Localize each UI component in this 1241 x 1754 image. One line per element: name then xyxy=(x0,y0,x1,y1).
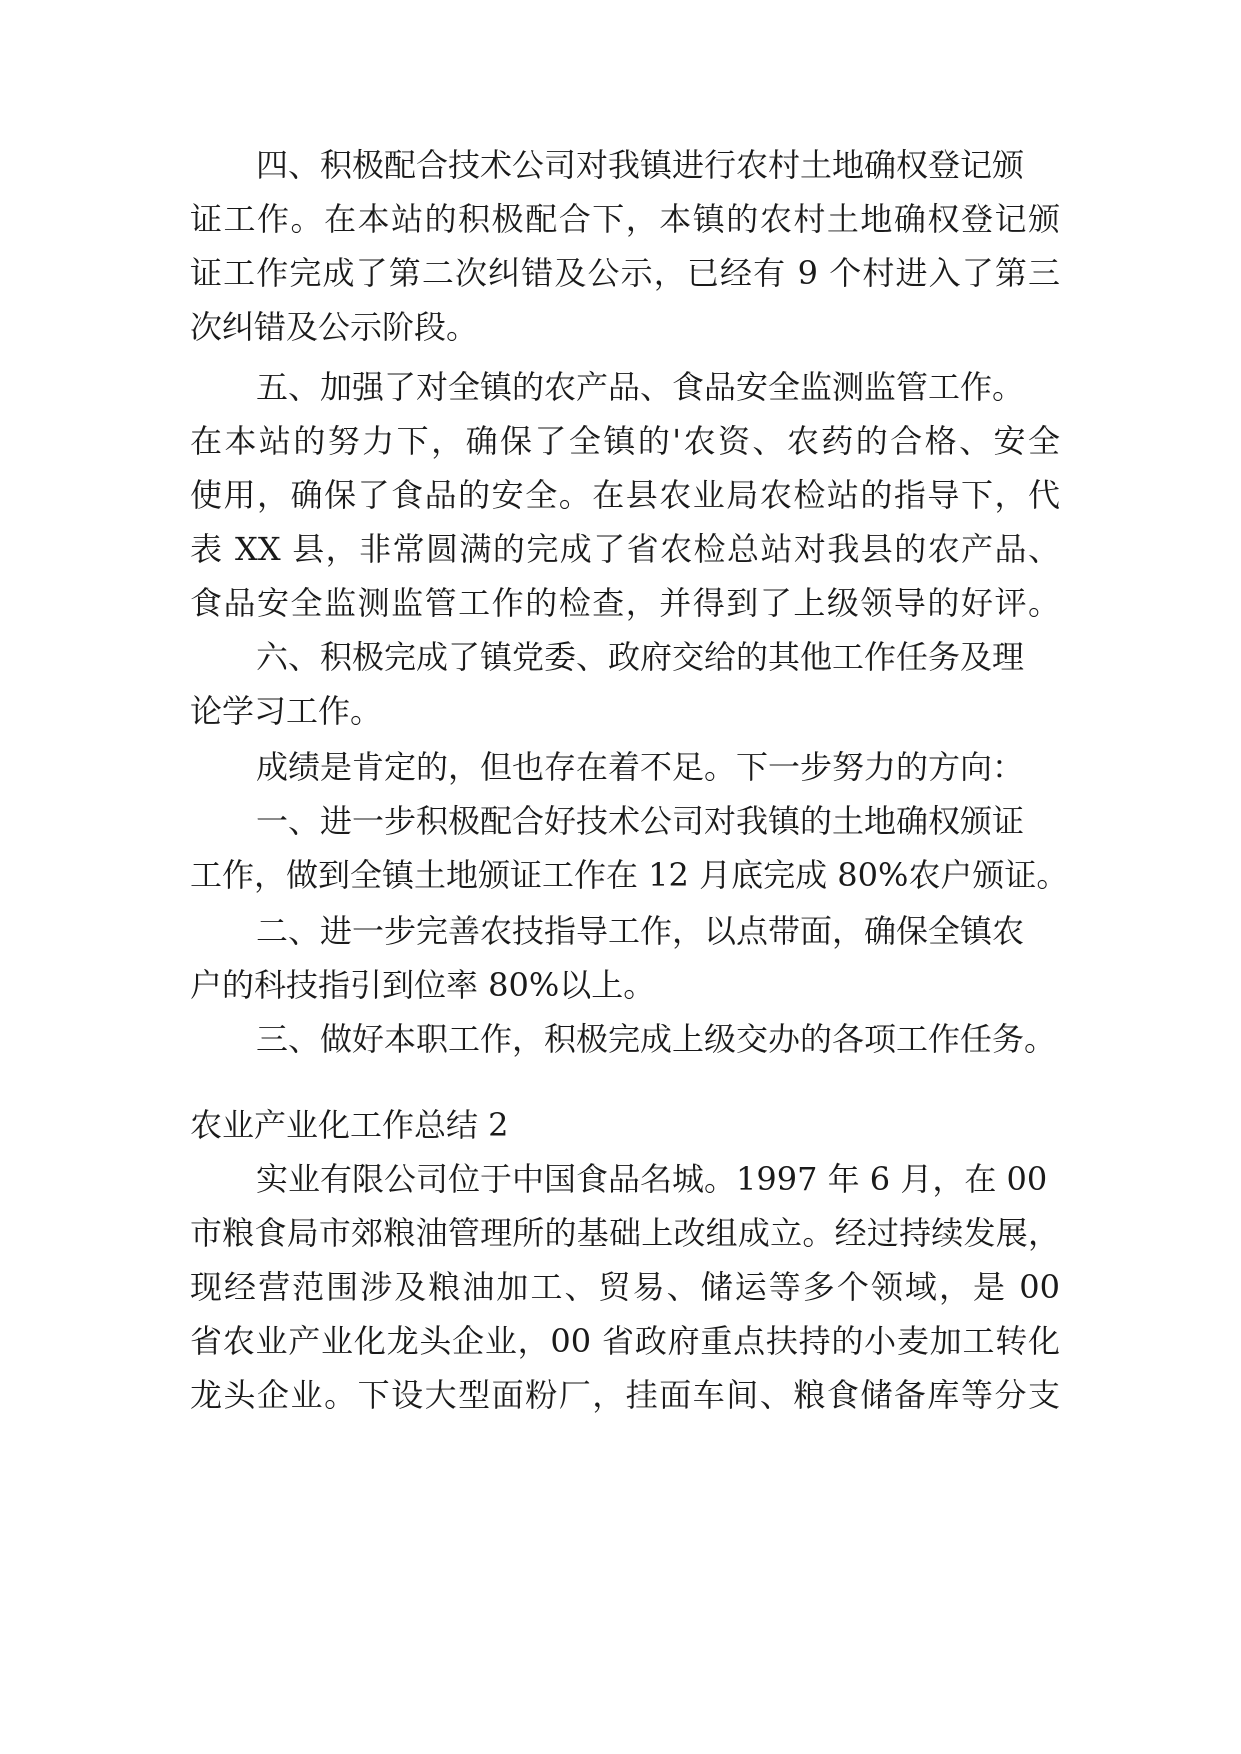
next-step-3-line-1: 三、做好本职工作，积极完成上级交办的各项工作任务。 xyxy=(256,1020,1057,1058)
next-step-2-line-1: 二、进一步完善农技指导工作，以点带面，确保全镇农 xyxy=(256,912,1025,950)
paragraph-5-line-2: 在本站的努力下，确保了全镇的'农资、农药的合格、安全 xyxy=(190,422,1060,460)
section-line-2: 市粮食局市郊粮油管理所的基础上改组成立。经过持续发展， xyxy=(190,1214,1060,1252)
section-line-1: 实业有限公司位于中国食品名城。1997 年 6 月，在 00 xyxy=(256,1160,1048,1198)
paragraph-5-line-1: 五、加强了对全镇的农产品、食品安全监测监管工作。 xyxy=(256,368,1025,406)
paragraph-4-line-3: 证工作完成了第二次纠错及公示，已经有 9 个村进入了第三 xyxy=(190,254,1060,292)
next-step-1-line-1: 一、进一步积极配合好技术公司对我镇的土地确权颁证 xyxy=(256,802,1025,840)
next-step-1-line-2: 工作，做到全镇土地颁证工作在 12 月底完成 80%农户颁证。 xyxy=(190,856,1069,894)
section-body xyxy=(190,1154,1060,1454)
paragraph-5-line-4: 表 XX 县，非常圆满的完成了省农检总站对我县的农产品、 xyxy=(190,530,1060,568)
section-line-3: 现经营范围涉及粮油加工、贸易、储运等多个领域，是 00 xyxy=(190,1268,1060,1306)
document-body xyxy=(190,140,1069,1058)
paragraph-5-line-3: 使用，确保了食品的安全。在县农业局农检站的指导下，代 xyxy=(190,476,1060,514)
next-step-2-line-2: 户的科技指引到位率 80%以上。 xyxy=(190,966,656,1004)
paragraph-4-line-4: 次纠错及公示阶段。 xyxy=(190,308,479,346)
section-title: 农业产业化工作总结 2 xyxy=(190,1106,509,1144)
paragraph-5-line-5: 食品安全监测监管工作的检查，并得到了上级领导的好评。 xyxy=(190,584,1060,622)
summary-line: 成绩是肯定的，但也存在着不足。下一步努力的方向： xyxy=(256,748,1025,786)
paragraph-4-line-1: 四、积极配合技术公司对我镇进行农村土地确权登记颁 xyxy=(256,146,1025,184)
paragraph-4-line-2: 证工作。在本站的积极配合下，本镇的农村土地确权登记颁 xyxy=(190,200,1060,238)
section-line-4: 省农业产业化龙头企业，00 省政府重点扶持的小麦加工转化 xyxy=(190,1322,1060,1360)
section-line-5: 龙头企业。下设大型面粉厂，挂面车间、粮食储备库等分支 xyxy=(190,1376,1060,1414)
paragraph-6-line-2: 论学习工作。 xyxy=(190,692,383,730)
paragraph-6-line-1: 六、积极完成了镇党委、政府交给的其他工作任务及理 xyxy=(256,638,1025,676)
